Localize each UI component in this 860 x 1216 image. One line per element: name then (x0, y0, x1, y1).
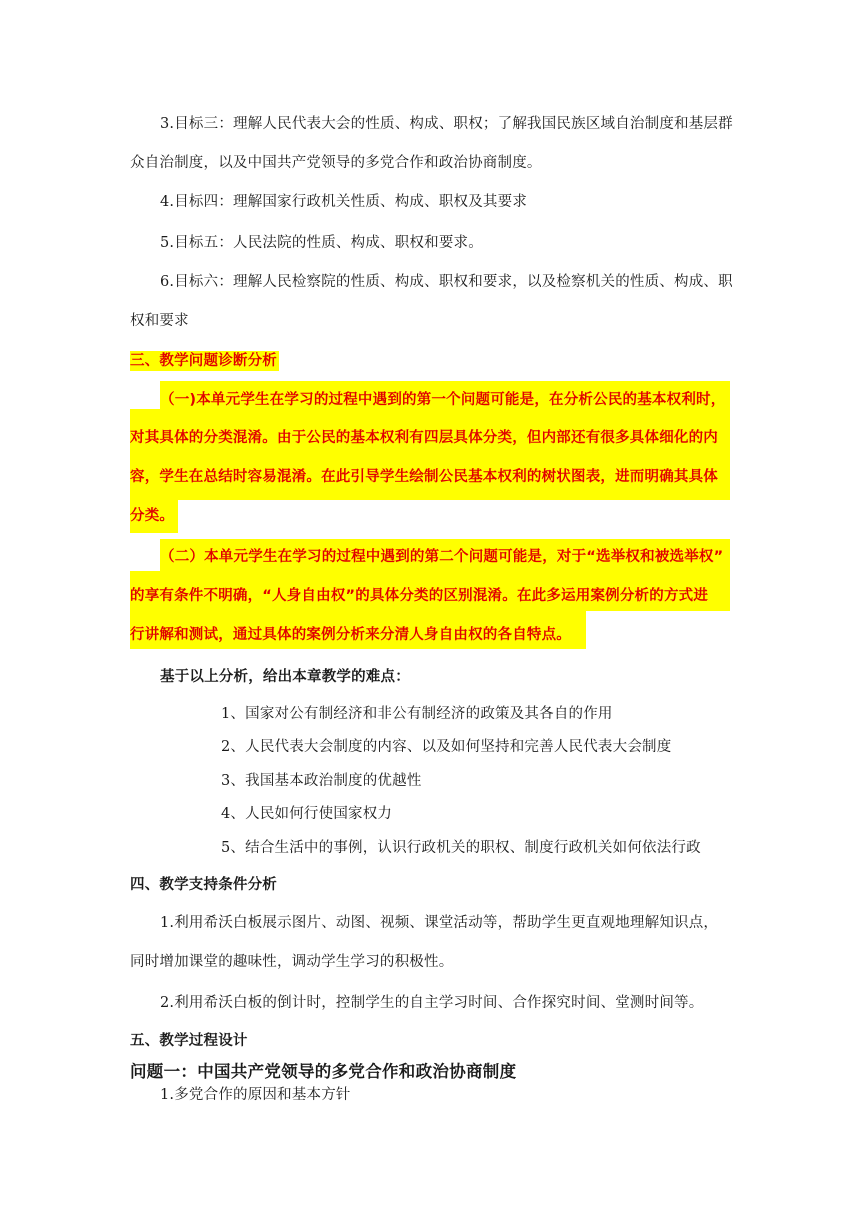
para-1-line-2: 对其具体的分类混淆。由于公民的基本权利有四层具体分类，但内部还有很多具体细化的内 (130, 430, 718, 446)
difficulty-item-2: 2、人民代表大会制度的内容、以及如何坚持和完善人民代表大会制度 (221, 739, 672, 755)
difficulty-item-1: 1、国家对公有制经济和非公有制经济的政策及其各自的作用 (221, 706, 613, 722)
goal-4: 4.目标四：理解国家行政机关性质、构成、职权及其要求 (160, 194, 528, 210)
section-4-heading: 四、教学支持条件分析 (130, 877, 277, 893)
support-item-1-line-1: 1.利用希沃白板展示图片、动图、视频、课堂活动等，帮助学生更直观地理解知识点， (160, 915, 719, 931)
highlight-trim (178, 500, 738, 534)
goal-6-line-2: 权和要求 (130, 313, 189, 329)
para-1-line-4: 分类。 (130, 508, 175, 524)
difficulty-heading: 基于以上分析，给出本章教学的难点： (160, 669, 410, 685)
goal-6-line-1: 6.目标六：理解人民检察院的性质、构成、职权和要求，以及检察机关的性质、构成、职 (160, 274, 733, 290)
support-item-1-line-2: 同时增加课堂的趣味性，调动学生学习的积极性。 (130, 954, 454, 970)
goal-3-line-2: 众自治制度，以及中国共产党领导的多党合作和政治协商制度。 (130, 155, 542, 171)
para-2-line-3: 行讲解和测试，通过具体的案例分析来分清人身自由权的各自特点。 (130, 627, 571, 643)
difficulty-item-3: 3、我国基本政治制度的优越性 (221, 773, 422, 789)
para-1-line-1: （一)本单元学生在学习的过程中遇到的第一个问题可能是，在分析公民的基本权利时， (160, 392, 726, 408)
para-2-line-2: 的享有条件不明确，“人身自由权”的具体分类的区别混淆。在此多运用案例分析的方式进 (130, 588, 709, 604)
support-item-2: 2.利用希沃白板的倒计时，控制学生的自主学习时间、合作探究时间、堂测时间等。 (160, 995, 704, 1011)
difficulty-item-5: 5、结合生活中的事例，认识行政机关的职权、制度行政机关如何依法行政 (221, 840, 701, 856)
section-3-heading: 三、教学问题诊断分析 (130, 353, 277, 369)
goal-3-line-1: 3.目标三：理解人民代表大会的性质、构成、职权；了解我国民族区域自治制度和基层群 (160, 116, 733, 132)
goal-5: 5.目标五：人民法院的性质、构成、职权和要求。 (160, 235, 483, 251)
question-1-subitem-1: 1.多党合作的原因和基本方针 (160, 1087, 351, 1103)
para-1-line-3: 容，学生在总结时容易混淆。在此引导学生绘制公民基本权利的树状图表，进而明确其具体 (130, 469, 718, 485)
section-5-heading: 五、教学过程设计 (130, 1033, 248, 1049)
para-2-line-1: （二）本单元学生在学习的过程中遇到的第二个问题可能是，对于“选举权和被选举权” (160, 549, 724, 565)
difficulty-item-4: 4、人民如何行使国家权力 (221, 806, 393, 822)
question-1-heading: 问题一：中国共产党领导的多党合作和政治协商制度 (130, 1062, 517, 1081)
